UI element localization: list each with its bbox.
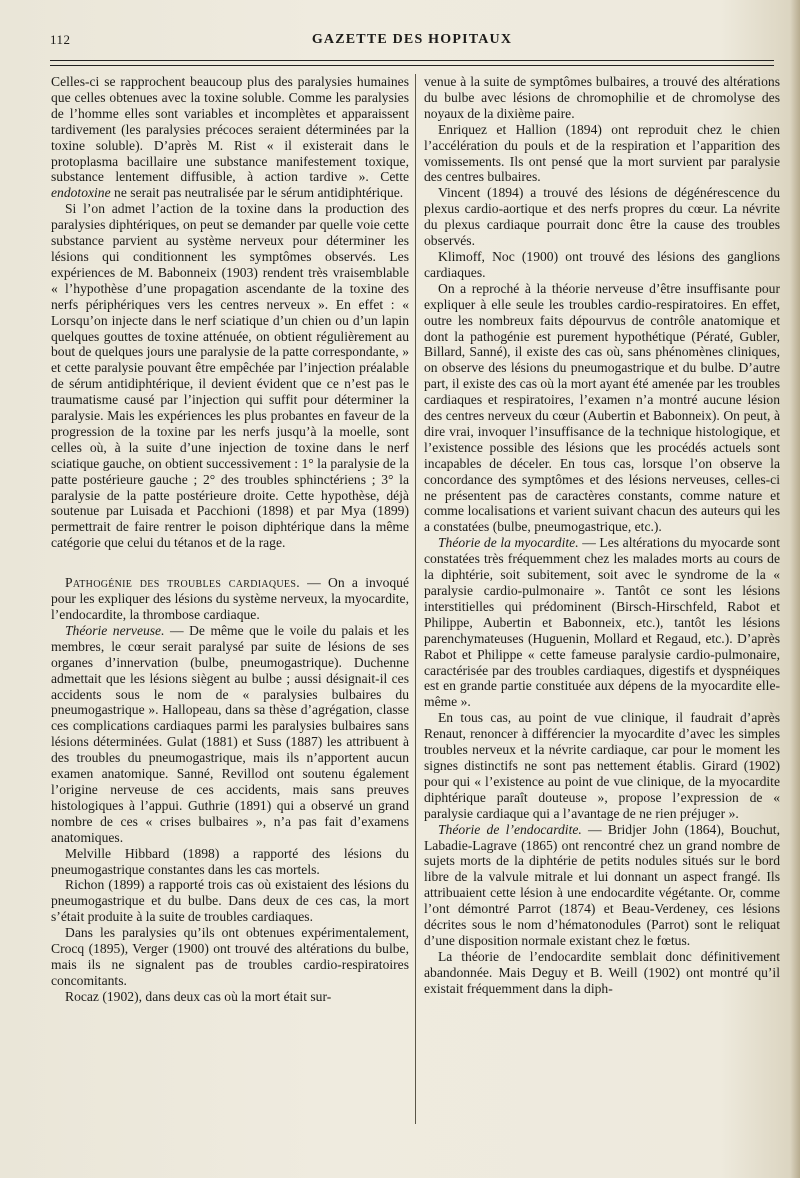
paragraph: Richon (1899) a rapporté trois cas où existaient des lésions du pneumogastrique et du bulbe. Dans deux de ces cas, la mort s’était produite à la suite de troubles cardiaques.: [51, 877, 409, 925]
header-rule: [50, 60, 774, 66]
right-column: [424, 74, 780, 997]
paragraph: Melville Hibbard (1898) a rapporté des lésions du pneumogastrique constantes dans les cas mortels.: [51, 845, 409, 877]
page-header: [50, 32, 774, 54]
left-column: [51, 74, 409, 1005]
paragraph: Celles-ci se rapprochent beaucoup plus des paralysies humaines que celles obtenues avec la toxine soluble. Comme les paralysies de l’homme elles sont variables et incomplètes et apparaissent tardivement (les paralysies précoces seraient déterminées par la toxine soluble). D’après M. Rist « il existerait dans le protoplasma bacillaire une substance manifestement toxique, substance lentement diffusible, à action tardive ». Cette endotoxine ne serait pas neutralisée par le sérum antidiphtérique.: [51, 74, 409, 201]
paragraph-myocarditis-theory: Théorie de la myocardite. — Les altérations du myocarde sont constatées très fréquemment chez les malades morts au cours de la diphtérie, soit subitement, soit avec le syndrome de la « paralysie cardio-pulmonaire ». Tantôt ce sont les lésions interstitielles qui prédominent (Birsch-Hirschfeld, Rabot et Philippe, Aubertin et Babonneix, etc.), tantôt les lésions parenchymateuses (Huguenin, Mollard et Regaud, etc.). D’après Rabot et Philippe « cette fameuse paralysie cardio-pulmonaire, caractérisée par des troubles cardiaques, digestifs et dyspnéiques est en grande partie constituée aux dépens de la myocardite elle-même ».: [424, 535, 780, 710]
paragraph: Enriquez et Hallion (1894) ont reproduit chez le chien l’accélération du pouls et de la respiration et l’apparition des vomissements. Ils ont pensé que la mort survient par paralysie des centres bulbaires.: [424, 121, 780, 185]
paragraph: En tous cas, au point de vue clinique, il faudrait d’après Renaut, renoncer à différencier la myocardite d’avec les simples troubles nerveux et la névrite cardiaque, car pour le moment les signes distinctifs ne sont pas nettement établis. Girard (1902) pour qui « l’existence au point de vue clinique, de la myocardite diphtérique paraît douteuse », propose l’expression de « paralysie cardiaque qui a l’avantage de ne rien préjuger ».: [424, 710, 780, 821]
paragraph-cardiac-pathogenesis: Pathogénie des troubles cardiaques. — On a invoqué pour les expliquer des lésions du système nerveux, la myocardite, l’endocardite, la thrombose cardiaque.: [51, 575, 409, 622]
paragraph: Si l’on admet l’action de la toxine dans la production des paralysies diphtériques, on peut se demander par quelle voie cette substance parvient au système nerveux pour déterminer les lésions qui conditionnent les symptômes observés. Les expériences de M. Babonneix (1903) rendent très vraisemblable « l’hypothèse d’une propagation ascendante de la toxine des nerfs périphériques vers les centres nerveux ». En effet : « Lorsqu’on injecte dans le nerf sciatique d’un chien ou d’un lapin quelques gouttes de toxine atténuée, on obtient régulièrement au bout de quelques jours une paralysie de la patte correspondante, » et cette paralysie pouvant être empêchée par l’injection préalable de sérum antidiphtérique, il devient évident que ce n’est pas le traumatisme causé par l’injection qui suffit pour déterminer la paralysie. Mais les expériences les plus probantes en faveur de la progression de la toxine par les nerfs jusqu’à la moelle, sont celles où, à la suite d’une injection de toxine dans le nerf sciatique gauche, on obtient successivement : 1° la paralysie de la patte postérieure gauche ; 2° des troubles sphinctériens ; 3° la paralysie de la patte postérieure droite. Cette hypothèse, déjà soutenue par Luisada et Pacchioni (1898) et par Mya (1899) permettrait de faire rentrer le poison diphtérique dans la même catégorie que celui du tétanos et de la rage.: [51, 201, 409, 551]
paragraph: Rocaz (1902), dans deux cas où la mort était sur-: [65, 988, 332, 1004]
paragraph: La théorie de l’endocardite semblait donc définitivement abandonnée. Mais Deguy et B. Weill (1902) ont montré qu’il existait fréquemment dans la diph-: [424, 948, 780, 996]
subsection-heading: Théorie de l’endocardite.: [438, 821, 582, 837]
journal-title: GAZETTE DES HOPITAUX: [311, 32, 513, 47]
subsection-heading: Théorie de la myocardite.: [438, 535, 579, 551]
page-edge-shadow: [790, 0, 800, 1178]
page-number: 112: [50, 32, 71, 47]
paragraph: venue à la suite de symptômes bulbaires, a trouvé des altérations du bulbe avec lésions de chromophilie et de chromolyse des noyaux de la dixième paire.: [424, 74, 780, 121]
subsection-heading: Théorie nerveuse.: [65, 622, 165, 638]
section-heading: Pathogénie des troubles cardiaques.: [65, 575, 300, 591]
paragraph-nervous-theory: Théorie nerveuse. — De même que le voile du palais et les membres, le cœur serait paralysé par suite de lésions de ses organes d’innervation (bulbe, pneumogastrique). Duchenne admettait que les lésions siègent au bulbe ; aussi désignait-il ces accidents sous le nom de « paralysies bulbaires du pneumogastrique ». Hallopeau, dans sa thèse d’agrégation, classe ces complications cardiaques parmi les paralysies bulbaires sans lésions déterminées. Gulat (1881) et Suss (1887) les attribuent à des troubles du pneumogastrique, mais ils n’apportent aucun examen anatomique. Sanné, Revillod ont soutenu également l’origine nerveuse de ces accidents, mais sans preuves histologiques à l’appui. Guthrie (1891) qui a observé un grand nombre de ces « crises bulbaires », n’a pas fait d’examens anatomiques.: [51, 622, 409, 845]
paragraph: Dans les paralysies qu’ils ont obtenues expérimentalement, Crocq (1895), Verger (1900) ont trouvé des altérations du bulbe, mais ils ne signalent pas de troubles cardio-respiratoires concomitants.: [51, 925, 409, 988]
paragraph: Klimoff, Noc (1900) ont trouvé des lésions des ganglions cardiaques.: [424, 248, 780, 280]
paragraph: On a reproché à la théorie nerveuse d’être insuffisante pour expliquer à elle seule les troubles cardio-respiratoires. En effet, outre les nombreux faits dépourvus de contrôle anatomique et dont la pathogénie est purement hypothétique (Pératé, Gubler, Billard, Sanné), il existe des cas où, sans phénomènes cliniques, on observe des lésions du pneumogastrique et du bulbe. D’autre part, il existe des cas où la mort ayant été amenée par les troubles cardiaques et respiratoires, l’examen n’a montré aucune lésion des centres nerveux du cœur (Aubertin et Babonneix). On peut, à dire vrai, invoquer l’insuffisance de la technique histologique, et l’existence possible des lésions que les procédés actuels sont incapables de déceler. En tous cas, lorsque l’on observe la concordance des symptômes et des lésions nerveuses, celles-ci ne présentent pas de caractères constants, comme nature et comme localisations et varient suivant chacun des auteurs qui les a constatées (bulbe, pneumogastrique, etc.).: [424, 280, 780, 535]
column-divider: [415, 74, 416, 1124]
paragraph-endocarditis-theory: Théorie de l’endocardite. — Bridjer John (1864), Bouchut, Labadie-Lagrave (1865) ont rencontré chez un grand nombre de sujets morts de la diphtérie de petits nodules situés sur le bord libre de la valvule mitrale et lui donnant un aspect frangé. Ils attribuaient cette lésion à une endocardite végétante. Or, comme l’ont démontré Parrot (1874) et Beau-Verdeney, ces lésions décrites sous le nom d’hématonodules (Parrot) sont le reliquat d’une disposition normale existant chez le fœtus.: [424, 821, 780, 948]
paragraph: Vincent (1894) a trouvé des lésions de dégénérescence du plexus cardio-aortique et des nerfs propres du cœur. La névrite du plexus cardiaque pourrait donc être la cause des troubles observés.: [424, 185, 780, 249]
